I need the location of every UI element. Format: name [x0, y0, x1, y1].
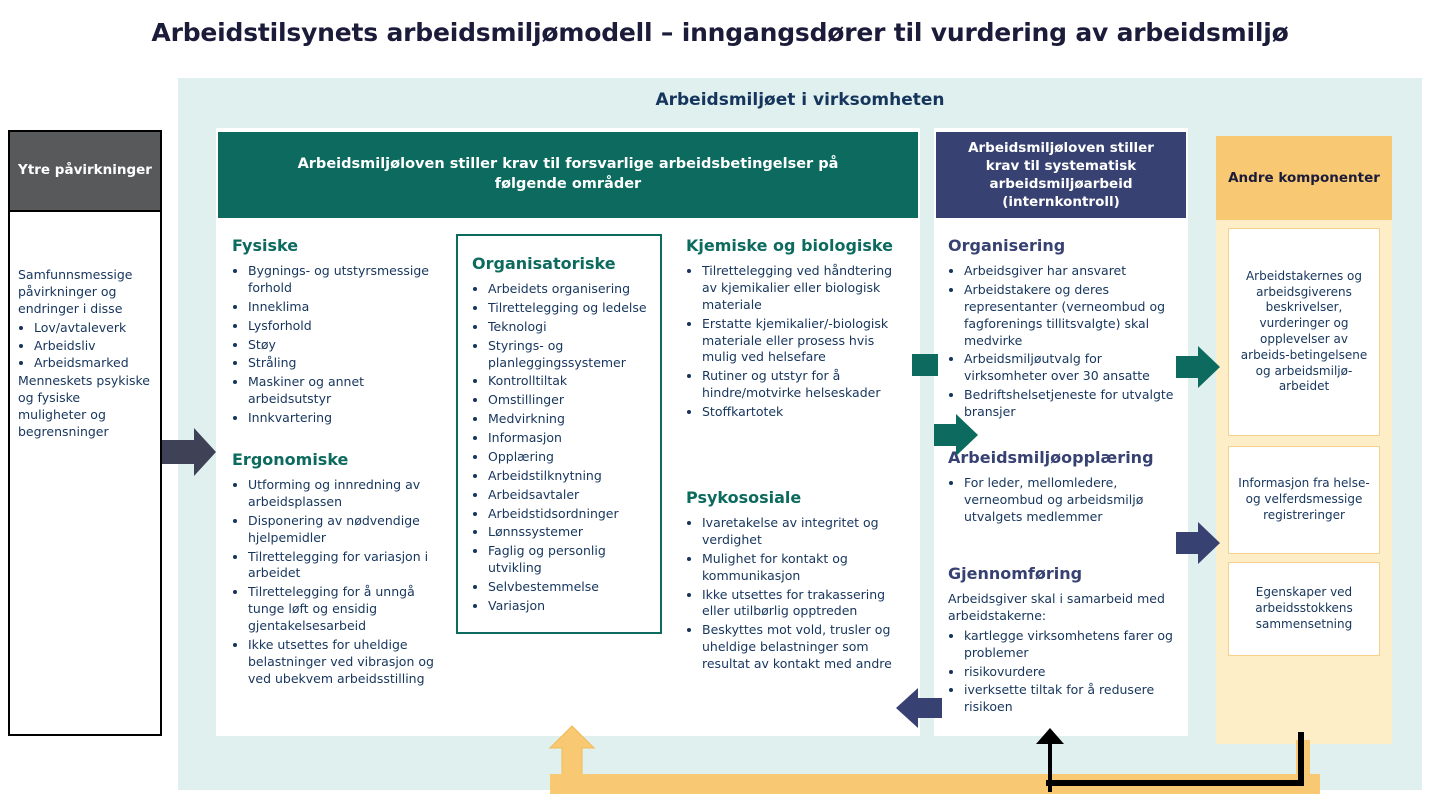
organisatoriske-list — [472, 281, 648, 615]
list-item: • Arbeidstakere og deres representanter (verneombud og fagforenings tillitsvalgte) skal medvirke — [964, 282, 1176, 350]
list-item: • Tilrettelegging for variasjon i arbeidet — [248, 549, 446, 583]
section-heading: Arbeidsmiljøopplæring — [948, 448, 1154, 467]
list-item: • Arbeidsgiver har ansvaret — [964, 263, 1176, 280]
column-body — [686, 263, 896, 421]
arrow-systematic-to-other-blue-icon — [1176, 520, 1222, 566]
list-item: • Tilrettelegging og ledelse — [488, 300, 648, 317]
list-item: • Lysforhold — [248, 318, 446, 335]
column-fysiske — [232, 236, 446, 429]
list-item: • Arbeidets organisering — [488, 281, 648, 298]
list-item: • Arbeidsmarked — [34, 355, 152, 372]
psykososiale-list — [686, 515, 896, 673]
other-components-card: Egenskaper ved arbeidsstokkens sammensetning — [1228, 562, 1380, 656]
fysiske-list — [232, 263, 446, 427]
list-item: • Disponering av nødvendige hjelpemidler — [248, 513, 446, 547]
column-psykososiale — [686, 488, 896, 675]
section-arbeidsmiljoopplaering — [948, 448, 1176, 528]
arrow-feedback-black-icon — [1020, 722, 1320, 794]
list-item: • Arbeidsmiljøutvalg for virksomheter over 30 ansatte — [964, 351, 1176, 385]
arrow-external-to-center-icon — [162, 424, 218, 480]
ergonomiske-list — [232, 477, 446, 688]
list-item: • Støy — [248, 337, 446, 354]
column-body — [472, 281, 648, 615]
list-item: • Informasjon — [488, 430, 648, 447]
column-body — [686, 515, 896, 673]
systematic-work-header: Arbeidsmiljøloven stiller krav til systematisk arbeidsmiljøarbeid (internkontroll) — [936, 132, 1186, 218]
list-item: • Inneklima — [248, 299, 446, 316]
column-heading: Organisatoriske — [472, 254, 616, 273]
list-item: • Lønnssystemer — [488, 524, 648, 541]
list-item: • Bedriftshelsetjeneste for utvalgte bransjer — [964, 387, 1176, 421]
list-item: • Arbeidstidsordninger — [488, 506, 648, 523]
column-kjemiske-biologiske — [686, 236, 896, 423]
section-body — [948, 475, 1176, 526]
list-item: • Omstillinger — [488, 392, 648, 409]
arrow-center-to-systematic-green-icon — [912, 342, 962, 388]
list-item: • Maskiner og annet arbeidsutstyr — [248, 374, 446, 408]
panel-title: Arbeidsmiljøet i virksomheten — [655, 90, 945, 110]
other-components-card: Informasjon fra helse- og velferdsmessige registreringer — [1228, 446, 1380, 554]
section-heading: Organisering — [948, 236, 1066, 255]
list-item: • kartlegge virksomhetens farer og problemer — [964, 628, 1176, 662]
opplaering-list — [948, 475, 1176, 526]
column-heading: Psykososiale — [686, 488, 802, 507]
external-influences-human-text: Menneskets psykiske og fysiske muligheter og begrensninger — [18, 373, 150, 439]
list-item: • Lov/avtaleverk — [34, 320, 152, 337]
list-item: • Beskyttes mot vold, trusler og uheldige belastninger som resultat av kontakt med andre — [702, 622, 896, 673]
list-item: • Selvbestemmelse — [488, 579, 648, 596]
column-heading: Kjemiske og biologiske — [686, 236, 893, 255]
list-item: • Arbeidsliv — [34, 338, 152, 355]
list-item: • Erstatte kjemikalier/-biologisk materiale eller prosess hvis mulig ved helsefare — [702, 316, 896, 367]
list-item: • Faglig og personlig utvikling — [488, 543, 648, 577]
column-ergonomiske — [232, 450, 446, 690]
kjemiske-list — [686, 263, 896, 421]
list-item: • Variasjon — [488, 598, 648, 615]
list-item: • Bygnings- og utstyrsmessige forhold — [248, 263, 446, 297]
list-item: • Stråling — [248, 355, 446, 372]
legal-requirements-header: Arbeidsmiljøloven stiller krav til forsvarlige arbeidsbetingelser på følgende områder — [218, 132, 918, 218]
list-item: • For leder, mellomledere, verneombud og arbeidsmiljø utvalgets medlemmer — [964, 475, 1176, 526]
list-item: • iverksette tiltak for å redusere risikoen — [964, 682, 1176, 716]
list-item: • Opplæring — [488, 449, 648, 466]
external-influences-header: Ytre påvirkninger — [8, 130, 162, 212]
section-body — [948, 263, 1176, 421]
list-item: • Tilrettelegging ved håndtering av kjemikalier eller biologisk materiale — [702, 263, 896, 314]
column-body — [232, 477, 446, 688]
list-item: • Tilrettelegging for å unngå tunge løft og ensidig gjentakelsesarbeid — [248, 584, 446, 635]
other-components-card: Arbeidstakernes og arbeidsgiverens beskrivelser, vurderinger og opplevelser av arbeids-betingelsene og arbeidsmiljø-arbeidet — [1228, 228, 1380, 436]
list-item: • Medvirkning — [488, 411, 648, 428]
column-heading: Ergonomiske — [232, 450, 349, 469]
section-organisering — [948, 236, 1176, 423]
page-title: Arbeidstilsynets arbeidsmiljømodell – inngangsdører til vurdering av arbeidsmiljø — [151, 18, 1289, 47]
list-item: • Teknologi — [488, 319, 648, 336]
column-heading: Fysiske — [232, 236, 299, 255]
list-item: • Rutiner og utstyr for å hindre/motvirke helseskader — [702, 368, 896, 402]
gjennomforing-list — [948, 628, 1176, 716]
list-item: • Arbeidstilknytning — [488, 468, 648, 485]
list-item: • risikovurdere — [964, 664, 1176, 681]
gjennomforing-intro: Arbeidsgiver skal i samarbeid med arbeidstakerne: — [948, 591, 1165, 623]
section-heading: Gjennomføring — [948, 564, 1083, 583]
list-item: • Styrings- og planleggingssystemer — [488, 338, 648, 372]
list-item: • Innkvartering — [248, 410, 446, 427]
list-item: • Utforming og innredning av arbeidsplassen — [248, 477, 446, 511]
organisering-list — [948, 263, 1176, 421]
list-item: • Mulighet for kontakt og kommunikasjon — [702, 551, 896, 585]
list-item: • Ikke utsettes for uheldige belastninger ved vibrasjon og ved ubekvem arbeidsstilling — [248, 637, 446, 688]
list-item: • Ikke utsettes for trakassering eller utilbørlig opptreden — [702, 587, 896, 621]
external-influences-body — [8, 212, 162, 736]
arrow-green-right-icon — [934, 412, 980, 458]
section-body — [948, 591, 1176, 716]
list-item: • Stoffkartotek — [702, 404, 896, 421]
list-item: • Arbeidsavtaler — [488, 487, 648, 504]
section-gjennomforing — [948, 564, 1176, 718]
list-item: • Kontrolltiltak — [488, 373, 648, 390]
external-influences-list — [18, 320, 152, 373]
column-organisatoriske — [456, 234, 662, 634]
other-components-header: Andre komponenter — [1216, 136, 1392, 220]
arrow-systematic-to-other-green-icon — [1176, 344, 1222, 390]
external-influences-intro: Samfunnsmessige påvirkninger og endringer i disse — [18, 267, 133, 316]
list-item: • Ivaretakelse av integritet og verdighet — [702, 515, 896, 549]
column-body — [232, 263, 446, 427]
